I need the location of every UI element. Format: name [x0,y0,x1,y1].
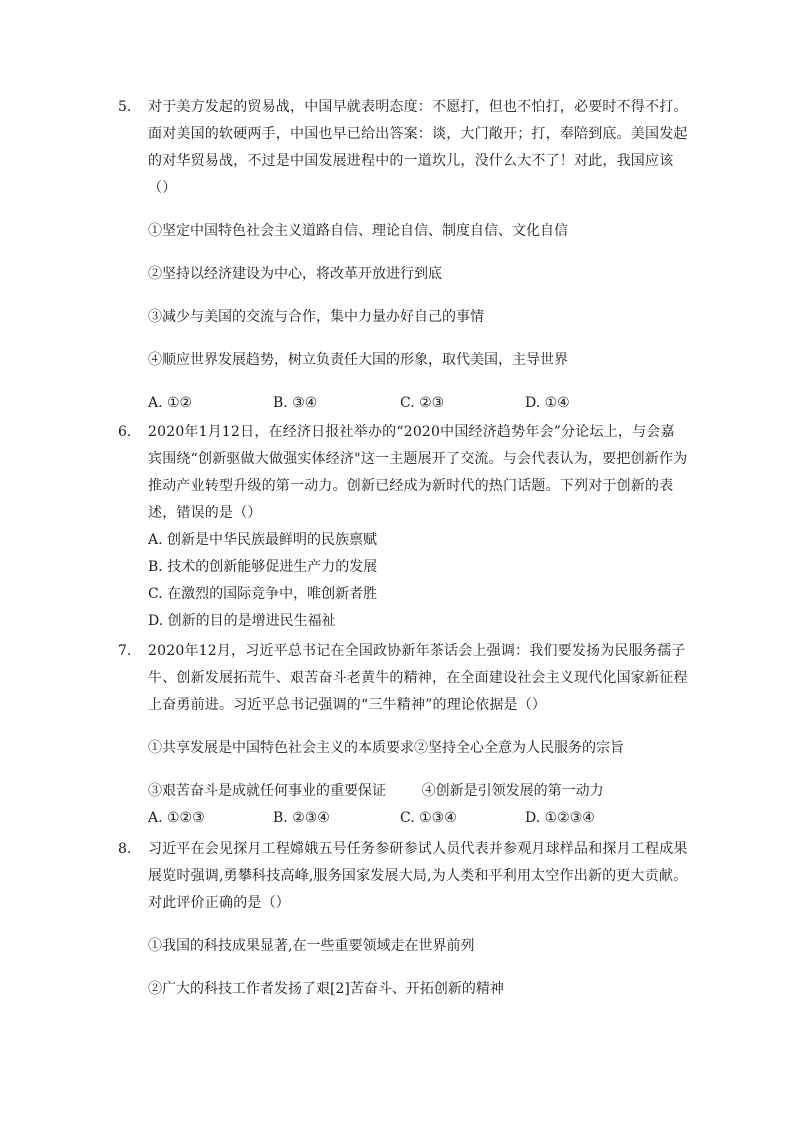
statement-1: ①坚定中国特色社会主义道路自信、理论自信、制度自信、文化自信 [148,223,568,239]
option-a[interactable]: A. 创新是中华民族最鲜明的民族禀赋 [148,532,378,548]
option-d[interactable]: D. ①②③④ [525,810,595,826]
answer-options [148,390,688,417]
statement-4: ④顺应世界发展趋势，树立负责任大国的形象，取代美国，主导世界 [148,352,568,368]
statement-1: ①共享发展是中国特色社会主义的本质要求②坚持全心全意为人民服务的宗旨 [148,740,624,756]
option-a[interactable]: A. ①②③ [148,810,205,826]
question-8 [118,836,688,1003]
question-stem: 2020年12月，习近平总书记在全国政协新年茶话会上强调：我们要发扬为民服务孺子牛、创新发展拓荒牛、艰苦奋斗老黄牛的精神，在全面建设社会主义现代化国家新征程上奋勇前进。习近平总书记强调的“三牛精神”的理论依据是（） [148,643,688,713]
statement-2: ③艰苦奋斗是成就任何事业的重要保证 ④创新是引领发展的第一动力 [148,783,604,799]
question-number: 6. [118,424,132,440]
question-5 [118,94,688,417]
question-stem: 对于美方发起的贸易战，中国早就表明态度：不愿打，但也不怕打，必要时不得不打。面对美国的软硬两手，中国也早已给出答案：谈，大门敞开；打，奉陪到底。美国发起的对华贸易战，不过是中国发展进程中的一道坎儿，没什么大不了！对此，我国应该（） [148,99,688,196]
question-number: 5. [118,99,132,115]
option-b[interactable]: B. ③④ [273,395,318,411]
option-c[interactable]: C. ①③④ [400,810,457,826]
option-d[interactable]: D. 创新的目的是增进民生福祉 [148,613,336,629]
option-b[interactable]: B. 技术的创新能够促进生产力的发展 [148,559,378,575]
question-number: 7. [118,643,132,659]
question-stem: 习近平在会见探月工程嫦娥五号任务参研参试人员代表并参观月球样品和探月工程成果展览时强调,勇攀科技高峰,服务国家发展大局,为人类和平利用太空作出新的更大贡献。对此评价正确的是（） [148,841,688,911]
question-number: 8. [118,841,132,857]
option-a[interactable]: A. ①② [148,395,193,411]
question-stem: 2020年1月12日，在经济日报社举办的“2020中国经济趋势年会”分论坛上，与会嘉宾围绕“创新驱做大做强实体经济"这一主题展开了交流。与会代表认为，要把创新作为推动产业转型升级的第一动力。创新已经成为新时代的热门话题。下列对于创新的表述，错误的是（） [148,424,688,521]
option-d[interactable]: D. ①④ [525,395,570,411]
statement-2: ②坚持以经济建设为中心，将改革开放进行到底 [148,266,442,282]
option-b[interactable]: B. ②③④ [273,810,330,826]
option-c[interactable]: C. ②③ [400,395,445,411]
statement-2: ②广大的科技工作者发扬了艰[2]苦奋斗、开拓创新的精神 [148,981,504,997]
answer-options [148,805,688,832]
option-c[interactable]: C. 在激烈的国际竞争中，唯创新者胜 [148,586,378,602]
question-6 [118,419,688,635]
question-7 [118,638,688,832]
statement-3: ③减少与美国的交流与合作，集中力量办好自己的事情 [148,309,484,325]
statement-1: ①我国的科技成果显著,在一些重要领域走在世界前列 [148,938,475,954]
